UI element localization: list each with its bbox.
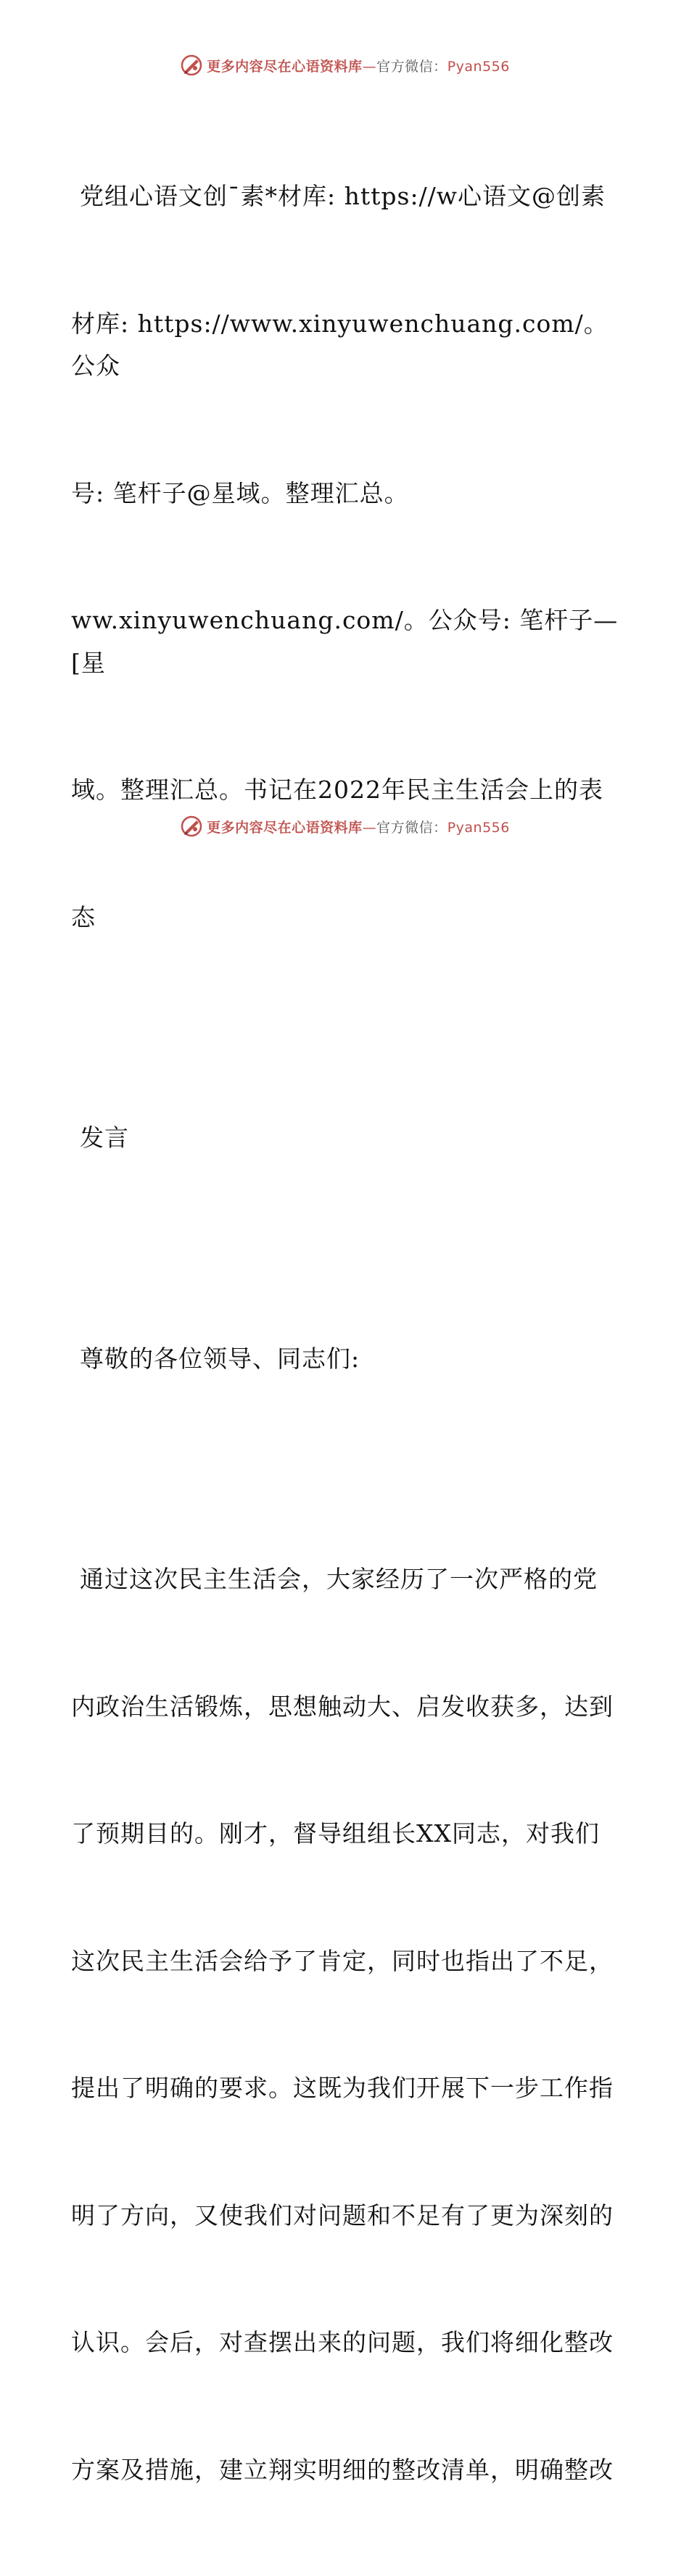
banner-wechat-id: Pyan556: [447, 58, 510, 75]
text-line: 提出了明确的要求。这既为我们开展下一步工作指: [71, 2074, 614, 2102]
document-body: [71, 91, 622, 2576]
text-line: 党组心语文创¯素*材库: https://w心语文@创素: [80, 182, 606, 210]
pen-seal-icon: [179, 53, 204, 78]
banner-text: [207, 56, 510, 75]
salutation-paragraph: [71, 1253, 622, 1466]
banner-main-text: 更多内容尽在心语资料库: [207, 819, 363, 836]
text-line: ww.xinyuwenchuang.com/。公众号: 笔杆子—[星: [71, 606, 619, 677]
banner-sub-text: 官方微信：: [376, 819, 447, 836]
footer-banner: [0, 812, 689, 841]
text-line: 态: [71, 902, 96, 931]
text-line: 材库: https://www.xinyuwenchuang.com/。公众: [71, 309, 608, 380]
banner-text: [207, 817, 510, 836]
banner-sub-text: 官方微信：: [376, 58, 447, 75]
header-paragraph: [71, 91, 622, 1023]
banner-wechat-id: Pyan556: [447, 819, 510, 836]
text-line: 通过这次民主生活会，大家经历了一次严格的党: [80, 1565, 598, 1593]
banner-dash: —: [362, 819, 377, 836]
text-line: 这次民主生活会给予了肯定，同时也指出了不足，: [71, 1946, 614, 1975]
title-line: 发言: [80, 1123, 129, 1152]
banner-main-text: 更多内容尽在心语资料库: [207, 58, 363, 75]
text-line: 内政治生活锻炼，思想触动大、启发收获多，达到: [71, 1692, 614, 1721]
text-line: 了预期目的。刚才，督导组组长XX同志，对我们: [71, 1819, 600, 1848]
banner-dash: —: [362, 58, 377, 75]
salutation-line: 尊敬的各位领导、同志们:: [80, 1344, 360, 1373]
text-line: 明了方向，又使我们对问题和不足有了更为深刻的: [71, 2201, 614, 2230]
pen-seal-icon: [179, 814, 204, 839]
text-line: 认识。会后，对查摆出来的问题，我们将细化整改: [71, 2328, 614, 2356]
body-paragraph: [71, 1474, 622, 2576]
text-line: 方案及措施，建立翔实明细的整改清单，明确整改: [71, 2455, 614, 2484]
text-line: 号: 笔杆子@星域。整理汇总。: [71, 478, 409, 507]
text-line: 域。整理汇总。书记在2022年民主生活会上的表: [71, 776, 603, 804]
title-paragraph: [71, 1032, 622, 1245]
header-banner: [0, 51, 689, 80]
